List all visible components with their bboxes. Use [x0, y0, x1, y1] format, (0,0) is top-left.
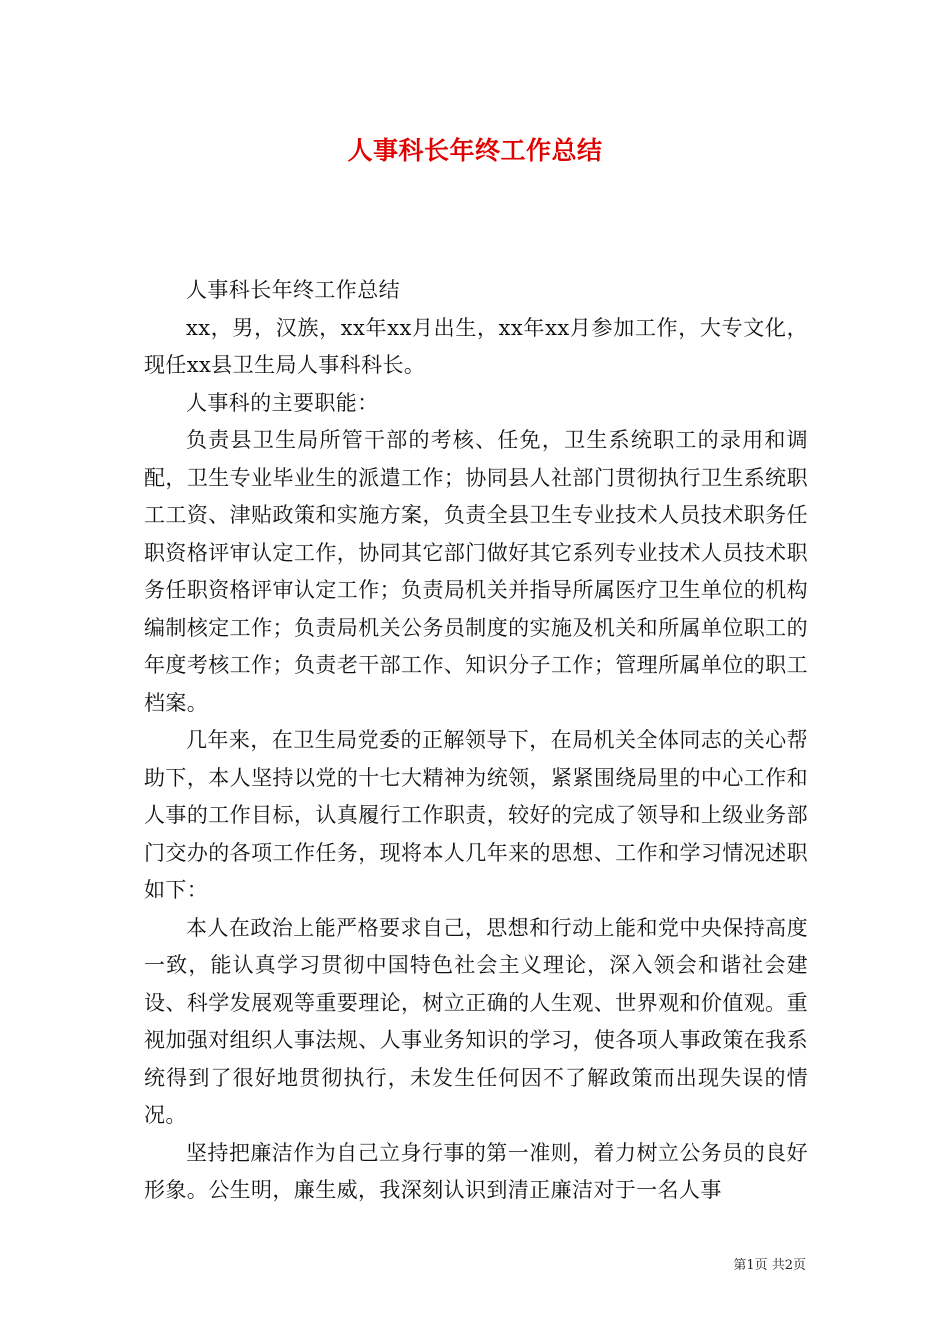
paragraph-overview: 几年来，在卫生局党委的正解领导下，在局机关全体同志的关心帮助下，本人坚持以党的十七大精神为统领，紧紧围绕局里的中心工作和人事的工作目标，认真履行工作职责，较好的完成了领导和上级业务部门交办的各项工作任务，现将本人几年来的思想、工作和学习情况述职如下： — [144, 728, 808, 902]
document-body — [144, 272, 808, 1210]
paragraph-heading: 人事科长年终工作总结 — [186, 278, 400, 302]
paragraph-functions-heading: 人事科的主要职能： — [186, 390, 379, 415]
paragraph-integrity: 坚持把廉洁作为自己立身行事的第一准则，着力树立公务员的良好形象。公生明，廉生威，我深刻认识到清正廉洁对于一名人事 — [144, 1140, 808, 1202]
page-number: 第1页 共2页 — [733, 1258, 806, 1273]
paragraph-political: 本人在政治上能严格要求自己，思想和行动上能和党中央保持高度一致，能认真学习贯彻中国特色社会主义理论，深入领会和谐社会建设、科学发展观等重要理论，树立正确的人生观、世界观和价值观。重视加强对组织人事法规、人事业务知识的学习，使各项人事政策在我系统得到了很好地贯彻执行，未发生任何因不了解政策而出现失误的情况。 — [144, 915, 808, 1127]
paragraph-functions: 负责县卫生局所管干部的考核、任免，卫生系统职工的录用和调配，卫生专业毕业生的派遣工作；协同县人社部门贯彻执行卫生系统职工工资、津贴政策和实施方案，负责全县卫生专业技术人员技术职务任职资格评审认定工作，协同其它部门做好其它系列专业技术人员技术职务任职资格评审认定工作；负责局机关并指导所属医疗卫生单位的机构编制核定工作；负责局机关公务员制度的实施及机关和所属单位职工的年度考核工作；负责老干部工作、知识分子工作；管理所属单位的职工档案。 — [144, 428, 808, 715]
page-title: 人事科长年终工作总结 — [347, 136, 603, 165]
paragraph-profile: xx，男，汉族，xx年xx月出生，xx年xx月参加工作，大专文化，现任xx县卫生局人事科科长。 — [144, 315, 808, 377]
